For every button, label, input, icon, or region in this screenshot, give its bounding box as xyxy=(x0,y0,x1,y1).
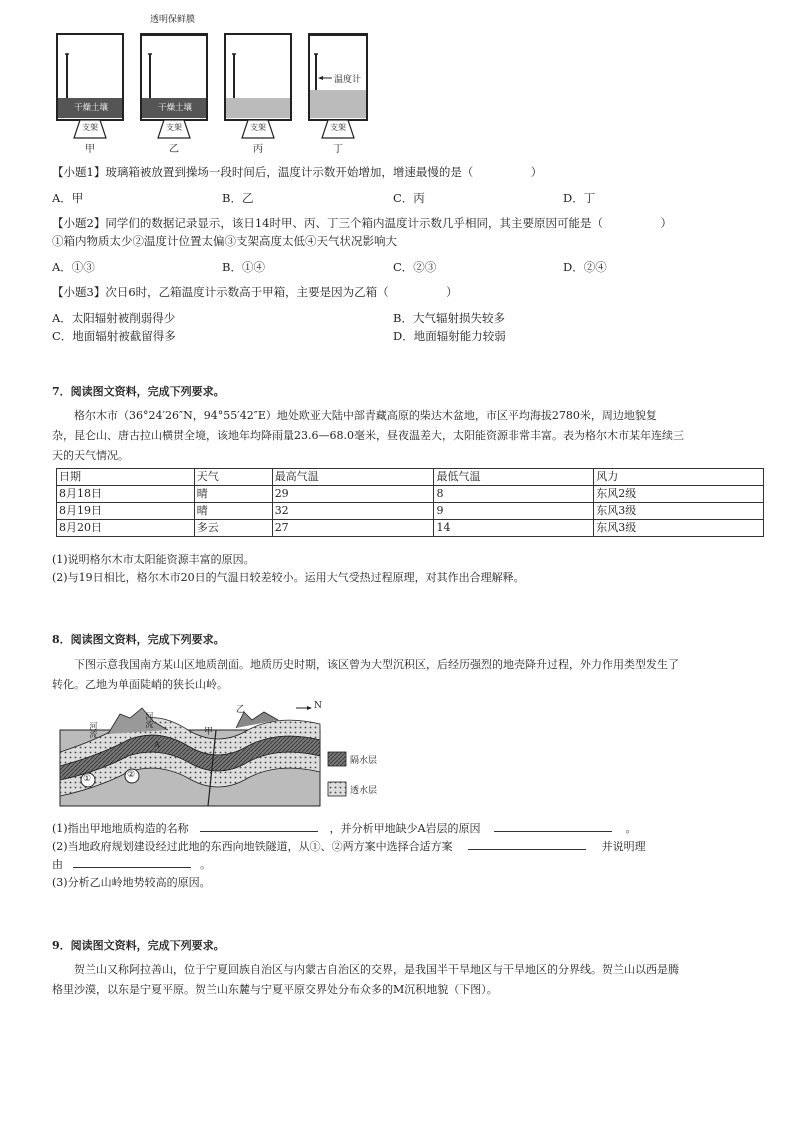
q8-sub2-answer-blank-2[interactable] xyxy=(73,857,191,868)
q8-sub2-answer-blank-1[interactable] xyxy=(468,839,586,850)
table-header-cell: 日期 xyxy=(57,469,195,486)
thermometer-label: 温度计 xyxy=(334,75,362,85)
aquifer-legend-label: 透水层 xyxy=(350,786,378,796)
tunnel-option-2-label: ② xyxy=(127,770,136,780)
soil-label-jia: 干燥土壤 xyxy=(74,103,109,113)
table-header-cell: 最低气温 xyxy=(434,469,594,486)
weather-table xyxy=(56,468,764,537)
table-cell: 14 xyxy=(434,520,594,537)
stand-label-bing: 支架 xyxy=(250,123,266,132)
subquestion-3-option-a[interactable]: A．太阳辐射被削弱得少 xyxy=(52,311,176,325)
table-cell: 8月18日 xyxy=(57,486,195,503)
q8-sub1-answer-blank-2[interactable] xyxy=(494,821,612,832)
table-header-cell: 天气 xyxy=(194,469,272,486)
subquestion-2-option-d[interactable]: D．②④ xyxy=(563,260,607,274)
table-cell: 29 xyxy=(272,486,434,503)
subquestion-1-text: 【小题1】玻璃箱被放置到操场一段时间后，温度计示数开始增加，增速最慢的是（ ） xyxy=(52,165,543,179)
subquestion-1-option-a[interactable]: A．甲 xyxy=(52,191,84,205)
river-left-label: 河流 xyxy=(89,722,98,738)
q8-sub1-prompt: (1)指出甲地地质构造的名称 xyxy=(52,822,189,835)
question-8-sub-3: (3)分析乙山岭地势较高的原因。 xyxy=(52,876,211,889)
q8-sub2-end: 。 xyxy=(200,858,211,871)
north-label: N xyxy=(314,701,322,711)
question-8-para-2: 转化。乙地为单面陡峭的狭长山岭。 xyxy=(52,678,228,691)
table-header-row xyxy=(57,469,764,486)
aquiclude-legend-label: 隔水层 xyxy=(350,756,378,766)
question-7-para-2: 杂，昆仑山、唐古拉山横贯全境，该地年均降雨量23.6—68.0毫米，昼夜温差大，太阳能资源非常丰富。表为格尔木市某年连续三 xyxy=(52,429,684,442)
table-cell: 8 xyxy=(434,486,594,503)
question-8-sub-2-cont xyxy=(52,857,211,873)
table-cell: 多云 xyxy=(194,520,272,537)
subquestion-3-text: 【小题3】次日6时，乙箱温度计示数高于甲箱，主要是因为乙箱（ ） xyxy=(52,285,458,299)
q8-sub2-prompt-3: 由 xyxy=(52,858,63,871)
question-9-para-2: 格里沙漠，以东是宁夏平原。贺兰山东麓与宁夏平原交界处分布众多的M沉积地貌（下图）。 xyxy=(52,983,498,996)
table-cell: 8月20日 xyxy=(57,520,195,537)
geologic-profile-diagram xyxy=(58,700,398,810)
table-cell: 27 xyxy=(272,520,434,537)
q8-sub1-end: 。 xyxy=(625,822,637,835)
question-8-sub-2 xyxy=(52,839,646,855)
geologic-profile-figure xyxy=(58,700,398,810)
table-header-cell: 最高气温 xyxy=(272,469,434,486)
box-label-yi: 乙 xyxy=(169,144,179,155)
stand-label-yi: 支架 xyxy=(166,123,182,132)
subquestion-2-option-c[interactable]: C．②③ xyxy=(393,260,437,274)
stand-label-jia: 支架 xyxy=(82,123,98,132)
question-8-para-1: 下图示意我国南方某山区地质剖面。地质历史时期，该区曾为大型沉积区，后经历强烈的地壳降升过程，外力作用类型发生了 xyxy=(74,658,679,671)
subquestion-1-option-d[interactable]: D．丁 xyxy=(563,191,596,205)
subquestion-2-option-b[interactable]: B．①④ xyxy=(222,260,265,274)
subquestion-1-option-b[interactable]: B．乙 xyxy=(222,191,254,205)
q8-sub1-prompt-2: ，并分析甲地缺少A岩层的原因 xyxy=(329,822,481,835)
subquestion-3-option-b[interactable]: B．大气辐射损失较多 xyxy=(393,311,505,325)
table-row xyxy=(57,503,764,520)
table-cell: 晴 xyxy=(194,503,272,520)
table-cell: 32 xyxy=(272,503,434,520)
box-label-bing: 丙 xyxy=(253,144,263,155)
table-cell: 8月19日 xyxy=(57,503,195,520)
glass-box-experiment-figure xyxy=(52,15,372,155)
q8-sub2-prompt-2: 并说明理 xyxy=(601,840,646,853)
box-label-jia: 甲 xyxy=(85,144,95,155)
question-7-para-3: 天的天气情况。 xyxy=(52,449,129,462)
question-9-para-1: 贺兰山又称阿拉善山，位于宁夏回族自治区与内蒙古自治区的交界，是我国半干旱地区与干旱地区的分界线。贺兰山以西是腾 xyxy=(74,963,679,976)
q8-sub2-prompt: (2)当地政府规划建设经过此地的东西向地铁隧道，从①、②两方案中选择合适方案 xyxy=(52,840,453,853)
question-9-heading: 9．阅读图文资料，完成下列要求。 xyxy=(52,939,225,952)
subquestion-2-statements: ①箱内物质太少②温度计位置太偏③支架高度太低④天气状况影响大 xyxy=(52,234,397,248)
soil-label-yi: 干燥土壤 xyxy=(158,103,193,113)
q8-sub1-answer-blank-1[interactable] xyxy=(200,821,318,832)
table-row xyxy=(57,520,764,537)
stand-label-ding: 支架 xyxy=(330,123,346,132)
table-cell: 东风3级 xyxy=(594,503,764,520)
question-7-sub-1: (1)说明格尔木市太阳能资源丰富的原因。 xyxy=(52,553,255,566)
table-cell: 东风2级 xyxy=(594,486,764,503)
jia-label: 甲 xyxy=(204,727,214,737)
subquestion-2-option-a[interactable]: A．①③ xyxy=(52,260,95,274)
film-label: 透明保鲜膜 xyxy=(150,15,196,25)
subquestion-3-option-c[interactable]: C．地面辐射被截留得多 xyxy=(52,329,176,343)
subquestion-2-text: 【小题2】同学们的数据记录显示，该日14时甲、丙、丁三个箱内温度计示数几乎相同，其主要原因可能是（ ） xyxy=(52,216,672,230)
table-cell: 9 xyxy=(434,503,594,520)
table-row xyxy=(57,486,764,503)
glass-box-diagram xyxy=(52,26,372,154)
question-7-para-1: 格尔木市（36°24′26″N，94°55′42″E）地处欧亚大陆中部青藏高原的柴达木盆地，市区平均海拔2780米，周边地貌复 xyxy=(74,409,657,422)
table-cell: 东风3级 xyxy=(594,520,764,537)
yi-label: 乙 xyxy=(236,705,246,715)
table-header-cell: 风力 xyxy=(594,469,764,486)
rock-layer-a-label: A xyxy=(154,740,160,749)
tunnel-option-1-label: ① xyxy=(83,774,92,784)
subquestion-1-option-c[interactable]: C．丙 xyxy=(393,191,425,205)
box-label-ding: 丁 xyxy=(333,144,343,155)
table-cell: 晴 xyxy=(194,486,272,503)
question-8-sub-1 xyxy=(52,821,637,837)
question-7-heading: 7．阅读图文资料，完成下列要求。 xyxy=(52,385,225,398)
river-top-label: 河流 xyxy=(145,712,154,728)
question-7-sub-2: (2)与19日相比，格尔木市20日的气温日较差较小。运用大气受热过程原理，对其作出合理解释。 xyxy=(52,571,525,584)
question-8-heading: 8．阅读图文资料，完成下列要求。 xyxy=(52,633,225,646)
subquestion-3-option-d[interactable]: D．地面辐射能力较弱 xyxy=(393,329,506,343)
